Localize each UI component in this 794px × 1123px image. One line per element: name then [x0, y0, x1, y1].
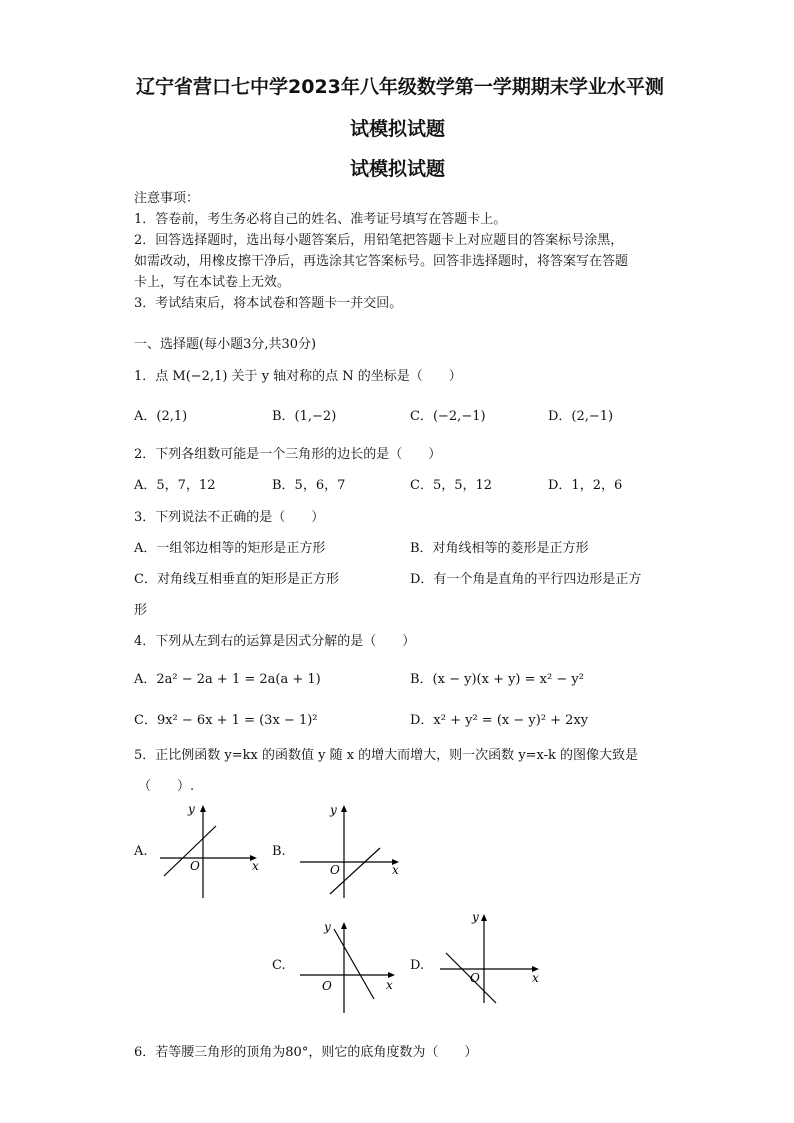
q2-option-b: B．5，6，7: [272, 478, 346, 493]
y-axis-label: y: [324, 920, 331, 934]
q5-option-a-label: A.: [134, 844, 148, 859]
q1-option-d: D．(2,−1): [548, 409, 614, 424]
x-axis-label: x: [252, 859, 259, 873]
q5-graph-c: [294, 915, 406, 1015]
q2-option-d: D．1，2，6: [548, 478, 623, 493]
q5-option-b-label: B.: [272, 844, 286, 859]
q3-stem: 3．下列说法不正确的是（ ）: [134, 510, 325, 525]
q2-option-a: A．5，7，12: [134, 478, 216, 493]
x-axis-label: x: [532, 971, 539, 985]
note-2-line2: 如需改动，用橡皮擦干净后，再选涂其它答案标号。回答非选择题时，将答案写在答题: [134, 254, 629, 269]
y-arrow-icon: [341, 805, 347, 812]
note-3: 3．考试结束后，将本试卷和答题卡一并交回。: [134, 296, 403, 311]
note-1: 1．答卷前，考生务必将自己的姓名、准考证号填写在答题卡上。: [134, 212, 507, 227]
q4-stem: 4．下列从左到右的运算是因式分解的是（ ）: [134, 634, 416, 649]
origin-label: O: [330, 863, 340, 877]
y-arrow-icon: [341, 922, 347, 929]
origin-label: O: [190, 859, 200, 873]
q5-stem-tail: （ ）.: [138, 779, 195, 794]
q5-graph-d: [434, 905, 546, 1005]
notes-heading: 注意事项：: [134, 191, 200, 206]
y-axis-label: y: [188, 802, 195, 816]
q3-option-b: B．对角线相等的菱形是正方形: [410, 541, 589, 556]
q4-option-c: C．9x² − 6x + 1 = (3x − 1)²: [134, 713, 318, 728]
q5-graph-a: [154, 800, 264, 900]
x-axis-label: x: [386, 978, 393, 992]
q2-option-c: C．5，5，12: [410, 478, 493, 493]
q4-option-a: A．2a² − 2a + 1 = 2a(a + 1): [134, 672, 321, 687]
origin-label: O: [470, 971, 480, 985]
q1-stem: 1．点 M(−2,1) 关于 y 轴对称的点 N 的坐标是（ ）: [134, 369, 462, 384]
q3-option-d: D．有一个角是直角的平行四边形是正方: [410, 572, 642, 587]
note-2-line1: 2．回答选择题时，选出每小题答案后，用铅笔把答题卡上对应题目的答案标号涂黑，: [134, 233, 624, 248]
y-axis-label: y: [472, 910, 479, 924]
origin-label: O: [322, 979, 332, 993]
q1-option-c: C．(−2,−1): [410, 409, 486, 424]
y-arrow-icon: [481, 914, 487, 921]
q2-stem: 2．下列各组数可能是一个三角形的边长的是（ ）: [134, 447, 442, 462]
q4-option-d: D．x² + y² = (x − y)² + 2xy: [410, 713, 589, 728]
q3-option-a: A．一组邻边相等的矩形是正方形: [134, 541, 326, 556]
page-title-line3: 试模拟试题: [350, 158, 446, 180]
q3-option-c: C．对角线互相垂直的矩形是正方形: [134, 572, 339, 587]
q3-option-d-wrap: 形: [134, 603, 148, 618]
section-heading: 一、选择题(每小题3分,共30分): [134, 337, 317, 352]
y-arrow-icon: [200, 805, 206, 812]
q6-stem: 6．若等腰三角形的顶角为80°，则它的底角度数为（ ）: [134, 1045, 478, 1060]
page-title-line1: 辽宁省营口七中学2023年八年级数学第一学期期末学业水平测: [136, 76, 664, 98]
function-line: [334, 929, 374, 999]
page-title-line2: 试模拟试题: [350, 118, 446, 140]
q4-option-b: B．(x − y)(x + y) = x² − y²: [410, 672, 584, 687]
note-2-line3: 卡上，写在本试卷上无效。: [134, 275, 291, 290]
x-axis-label: x: [392, 863, 399, 877]
y-axis-label: y: [330, 803, 337, 817]
q5-graph-b: [294, 800, 406, 900]
q1-option-a: A．(2,1): [134, 409, 188, 424]
q5-option-c-label: C.: [272, 958, 286, 973]
q5-stem: 5．正比例函数 y=kx 的函数值 y 随 x 的增大而增大，则一次函数 y=x-k 的图像大致是: [134, 748, 639, 763]
q5-option-d-label: D.: [410, 958, 425, 973]
q1-option-b: B．(1,−2): [272, 409, 337, 424]
